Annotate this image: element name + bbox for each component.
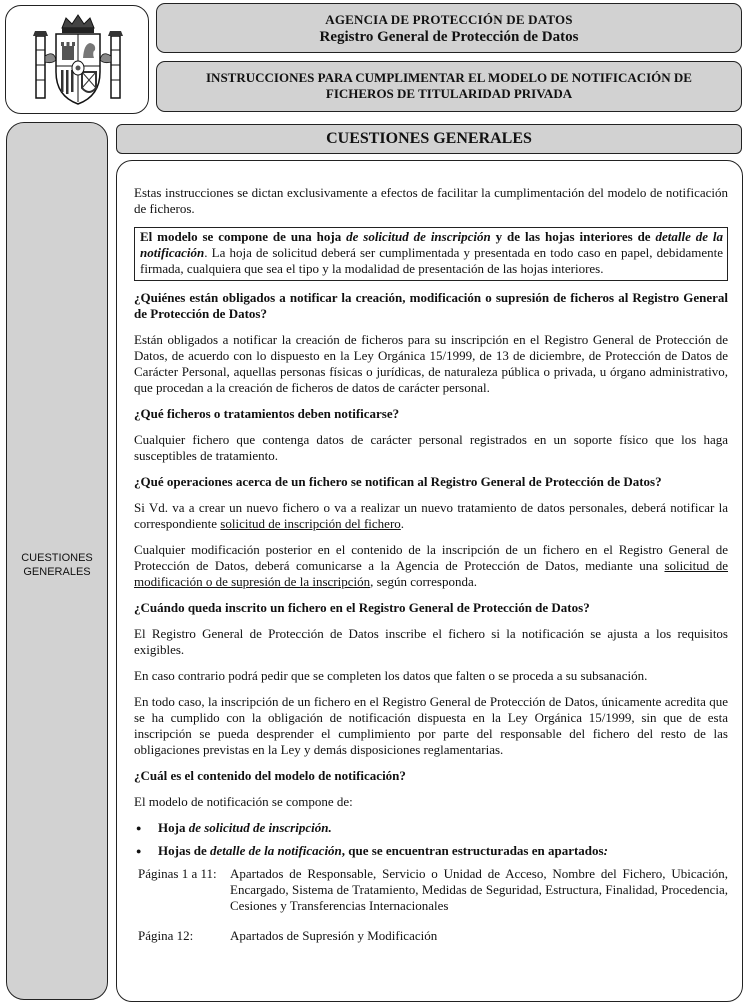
list-item-detail-sheets-a: Hojas de [158,843,210,858]
intro-paragraph: Estas instrucciones se dictan exclusivamente a efectos de facilitar la cumplimentación del modelo de notificación de ficheros. [134,185,728,216]
answer-when-registered-3: En todo caso, la inscripción de un fichero en el Registro General de Protección de Datos, únicamente acredita que se ha cumplido con la obligación de notificación dispuesta en la Ley Orgánica 15/1999, sin que de esta inscripción se pueda desprender el cumplimiento por parte del responsable del fichero del resto de las obligaciones previstas en la Ley y demás disposiciones reglamentarias. [134,694,728,757]
modification-request-link: solicitud de modificación o de supresión de la inscripción [134,558,729,589]
agency-header [156,3,742,53]
pages-label-12: Página 12: [138,928,194,943]
list-item-request-sheet [134,820,728,836]
model-parts-list [134,820,728,859]
question-model-content: ¿Cuál es el contenido del modelo de notificación? [134,768,406,783]
list-item-request-sheet-a: Hoja [158,820,189,835]
section-title: CUESTIONES GENERALES [116,124,742,154]
answer-operations-create [134,500,728,532]
answer-which-files: Cualquier fichero que contenga datos de carácter personal registrados en un soporte físico que los haga susceptibles de tratamiento. [134,432,728,463]
pages-row-12 [134,928,728,944]
list-item-request-sheet-b: de solicitud de inscripción. [188,820,332,835]
main-content-panel [116,160,743,1002]
pages-desc-1-11: Apartados de Responsable, Servicio o Unidad de Acceso, Nombre del Fichero, Ubicación, Encargado, Sistema de Tratamiento, Medidas de Seguridad, Estructura, Finalidad, Procedencia, Cesiones y Transferencias Internacionales [230,866,728,913]
question-operations: ¿Qué operaciones acerca de un fichero se notifican al Registro General de Protección de Datos? [134,474,662,489]
registry-name: Registro General de Protección de Datos [319,29,579,45]
answer-when-registered-1: El Registro General de Protección de Datos inscribe el fichero si la notificación se ajusta a los requisitos exigibles. [134,626,728,657]
answer-model-content: El modelo de notificación se compone de: [134,794,353,809]
box-text-b: de solicitud de inscripción [346,229,491,244]
pages-row-1-11 [134,866,728,914]
answer-operations-modify-end: , según corresponda. [370,574,477,589]
model-composition-box [134,227,728,281]
coat-of-arms-logo [5,5,149,114]
list-item-detail-sheets-c: , que se encuentran estructuradas en apartados [341,843,604,858]
box-text-a: El modelo se compone de una hoja [140,229,347,244]
sidebar-label-line2: GENERALES [23,566,91,578]
box-text-e: . La hoja de solicitud deberá ser cumplimentada y presentada en todo caso en papel, debidamente firmada, cualquiera que sea el tipo y la modalidad de presentación de las hojas interiores. [140,245,723,276]
answer-operations-create-end: . [400,516,405,531]
box-text-c: y de las hojas interiores de [490,229,656,244]
answer-when-registered-2: En caso contrario podrá pedir que se completen los datos que falten o se proceda a su subsanación. [134,668,648,683]
pages-desc-12: Apartados de Supresión y Modificación [230,928,438,943]
answer-operations-modify-text: Cualquier modificación posterior en el contenido de la inscripción de un fichero en el Registro General de Protección de Datos, deberá comunicarse a la Agencia de Protección de Datos, mediante una [134,542,728,573]
box-text-d: detalle de la notificación [140,229,723,260]
sidebar [6,122,108,1000]
question-which-files: ¿Qué ficheros o tratamientos deben notificarse? [134,406,400,421]
coat-of-arms-icon [28,10,128,110]
content-body [134,185,728,952]
answer-operations-modify [134,542,728,590]
pages-label-1-11: Páginas 1 a 11: [138,866,217,881]
list-item-detail-sheets [134,843,728,859]
sidebar-label [7,551,107,579]
agency-name: AGENCIA DE PROTECCIÓN DE DATOS [325,12,573,27]
list-item-detail-sheets-d: : [603,843,608,858]
answer-who: Están obligados a notificar la creación de ficheros para su inscripción en el Registro General de Protección de Datos, de acuerdo con lo dispuesto en la Ley Orgánica 15/1999, de 13 de diciembre, de Protección de Datos de Carácter Personal, aquellas personas físicas o jurídicas, de naturaleza pública o privada, u órgano administrativo, que procedan a la creación de ficheros de datos de carácter personal. [134,332,728,395]
question-who: ¿Quiénes están obligados a notificar la creación, modificación o supresión de ficheros al Registro General de Protección de Datos? [134,290,728,321]
list-item-detail-sheets-b: detalle de la notificación [210,843,342,858]
answer-operations-create-text: Si Vd. va a crear un nuevo fichero o va a realizar un nuevo tratamiento de datos personales, deberá notificar la correspondiente [134,500,728,531]
inscription-request-link: solicitud de inscripción del fichero [220,516,401,531]
sidebar-label-line1: CUESTIONES [21,552,93,564]
instructions-title: INSTRUCCIONES PARA CUMPLIMENTAR EL MODELO DE NOTIFICACIÓN DE FICHEROS DE TITULARIDAD PRIVADA [156,61,742,112]
question-when-registered: ¿Cuándo queda inscrito un fichero en el Registro General de Protección de Datos? [134,600,590,615]
